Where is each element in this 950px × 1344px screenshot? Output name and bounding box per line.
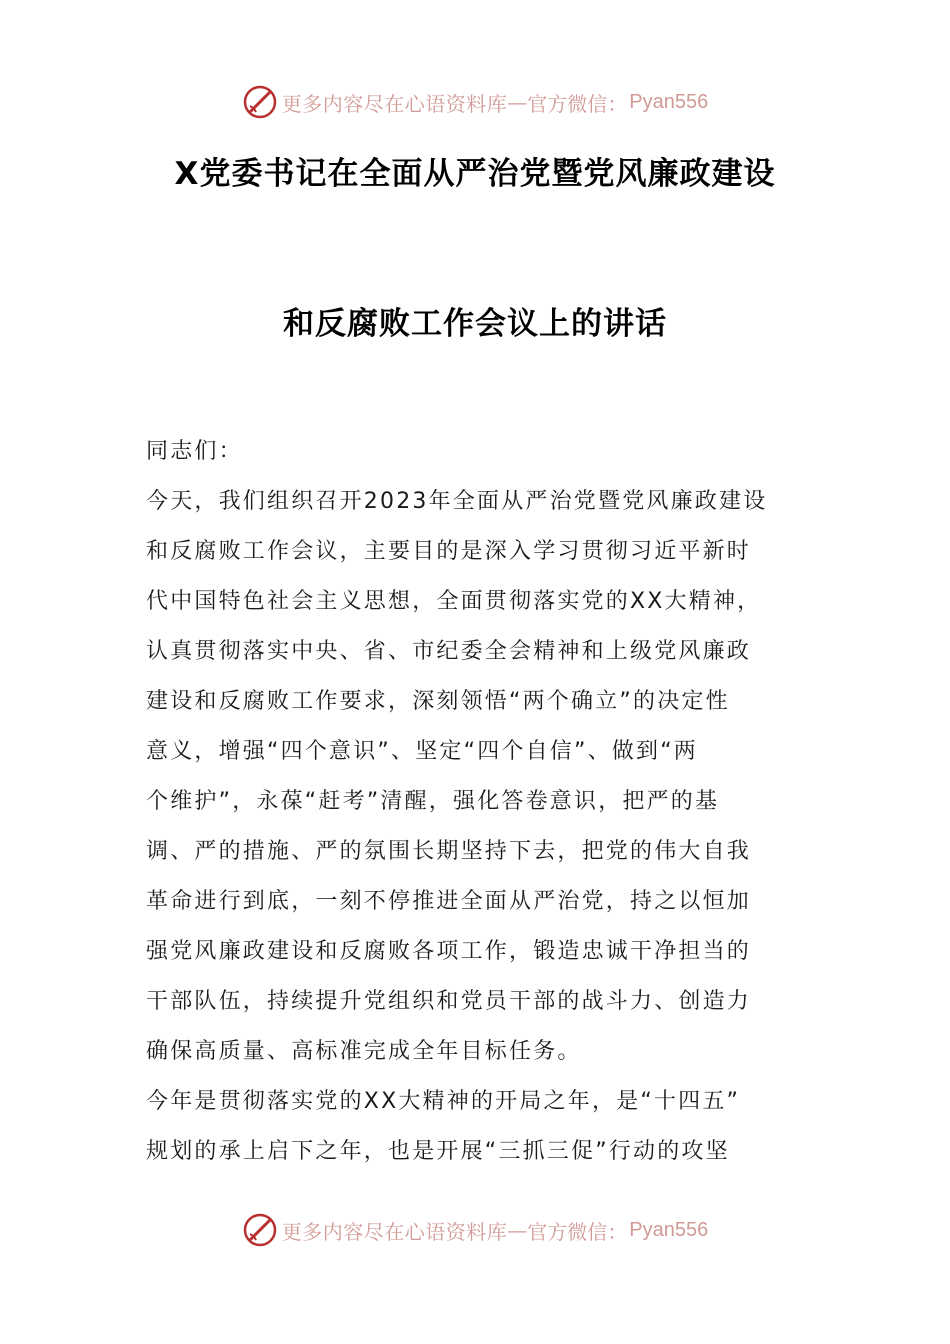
quill-logo-icon (242, 84, 278, 120)
quill-logo-icon (242, 1212, 278, 1248)
body-line: 革命进行到底，一刻不停推进全面从严治党，持之以恒加 (146, 889, 752, 914)
body-line: 今年是贯彻落实党的XX大精神的开局之年，是“十四五” (146, 1089, 741, 1114)
document-title-line-2: 和反腐败工作会议上的讲话 (283, 306, 667, 342)
banner-text-cn: 更多内容尽在心语资料库 (281, 1219, 508, 1244)
body-line: 建设和反腐败工作要求，深刻领悟“两个确立”的决定性 (146, 689, 730, 714)
body-line: 意义，增强“四个意识”、坚定“四个自信”、做到“两 (146, 739, 698, 764)
body-line: 和反腐败工作会议，主要目的是深入学习贯彻习近平新时 (146, 539, 752, 564)
banner-text-cn2: 官方微信： (527, 91, 628, 116)
banner-dash: — (507, 1218, 528, 1242)
banner-text-cn: 更多内容尽在心语资料库 (281, 91, 508, 116)
salutation: 同志们： (146, 439, 243, 464)
body-line: 确保高质量、高标准完成全年目标任务。 (146, 1039, 582, 1064)
body-line: 规划的承上启下之年，也是开展“三抓三促”行动的攻坚 (146, 1139, 730, 1164)
banner-text-cn2: 官方微信： (527, 1219, 628, 1244)
body-line: 代中国特色社会主义思想，全面贯彻落实党的XX大精神， (146, 589, 762, 614)
body-line: 干部队伍，持续提升党组织和党员干部的战斗力、创造力 (146, 989, 752, 1014)
body-line: 个维护”，永葆“赶考”清醒，强化答卷意识，把严的基 (146, 789, 720, 814)
body-line: 强党风廉政建设和反腐败各项工作，锻造忠诚干净担当的 (146, 939, 752, 964)
body-line: 调、严的措施、严的氛围长期坚持下去，把党的伟大自我 (146, 839, 752, 864)
header-watermark-banner (0, 80, 950, 124)
banner-dash: — (507, 90, 528, 114)
banner-wechat-id: Pyan556 (629, 90, 709, 113)
footer-watermark-banner (0, 1208, 950, 1252)
banner-wechat-id: Pyan556 (629, 1218, 709, 1241)
document-title-line-1: X党委书记在全面从严治党暨党风廉政建设 (174, 156, 776, 192)
body-line: 认真贯彻落实中央、省、市纪委全会精神和上级党风廉政 (146, 639, 752, 664)
body-line: 今天，我们组织召开2023年全面从严治党暨党风廉政建设 (146, 489, 768, 514)
